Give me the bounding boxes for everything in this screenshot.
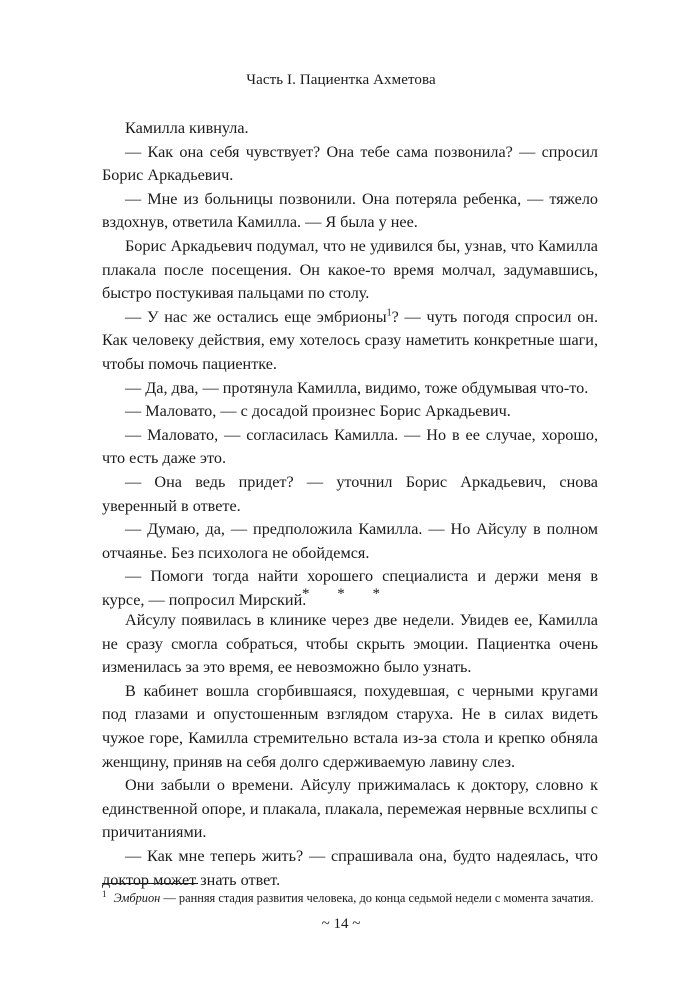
- paragraph: — Как мне теперь жить? — спрашивала она, будто надеялась, что доктор может знать ответ.: [102, 846, 598, 889]
- paragraph: Айсулу появилась в клинике через две недели. Увидев ее, Камилла не сразу смогла собраться, чтобы скрыть эмоции. Пациентка очень изменилась за это время, ее невозможно было узнать.: [102, 611, 598, 677]
- page-number: ~ 14 ~: [321, 916, 361, 932]
- footnote-rule: [102, 883, 198, 884]
- paragraph: Они забыли о времени. Айсулу прижималась к доктору, словно к единственной опоре, и плакала, плакала, перемежая нервные всхлипы с причитаниями.: [102, 776, 598, 842]
- paragraph-with-footnote: [102, 306, 598, 377]
- paragraph: — Маловато, — согласилась Камилла. — Но в ее случае, хорошо, что есть даже это.: [102, 425, 598, 468]
- paragraph: — Маловато, — с досадой произнес Борис Аркадьевич.: [125, 402, 511, 421]
- paragraph: — Да, два, — протянула Камилла, видимо, тоже обдумывая что-то.: [125, 378, 589, 397]
- paragraph-text: ? — чуть погодя спросил он. Как человеку действия, ему хотелось сразу наметить конкретные шаги, чтобы помочь пациентке.: [102, 307, 598, 373]
- paragraph: Камилла кивнула.: [125, 119, 249, 137]
- running-head: Часть I. Пациентка Ахметова: [246, 72, 436, 88]
- paragraph: — Помоги тогда найти хорошего специалиста и держи меня в курсе, — попросил Мирский.: [102, 567, 598, 609]
- paragraph: — Мне из больницы позвонили. Она потеряла ребенка, — тяжело вздохнув, ответила Камилла. — Я была у нее.: [102, 189, 598, 232]
- paragraph: В кабинет вошла сгорбившаяся, похудевшая, с черными кругами под глазами и опустошенным взглядом старуха. Не в силах видеть чужое горе, Камилла стремительно встала из-за стола и крепко обняла женщину, приняв на себя долго сдерживаемую лавину слез.: [102, 681, 598, 771]
- paragraph: Борис Аркадьевич подумал, что не удивился бы, узнав, что Камилла плакала после посещения. Он какое-то время молчал, задумавшись, быстро постукивая пальцами по столу.: [102, 236, 598, 303]
- paragraph-text: — У нас же остались еще эмбрионы: [125, 307, 387, 326]
- section-separator: * * *: [302, 586, 392, 602]
- paragraph: — Думаю, да, — предположила Камилла. — Но Айсулу в полном отчаянье. Без психолога не обойдемся.: [102, 520, 598, 562]
- section-2-text: [102, 609, 598, 892]
- footnote-term: Эмбрион: [113, 891, 161, 905]
- footnote-mark: 1: [102, 888, 107, 899]
- footnote: [102, 890, 612, 906]
- section-1-text: [102, 117, 598, 612]
- footnote-definition: — ранняя стадия развития человека, до конца седьмой недели с момента зачатия.: [160, 891, 594, 905]
- paragraph: — Она ведь придет? — уточнил Борис Аркадьевич, снова уверенный в ответе.: [102, 472, 598, 515]
- paragraph: — Как она себя чувствует? Она тебе сама позвонила? — спросил Борис Аркадьевич.: [102, 142, 598, 185]
- footnote-reference[interactable]: 1: [386, 307, 392, 319]
